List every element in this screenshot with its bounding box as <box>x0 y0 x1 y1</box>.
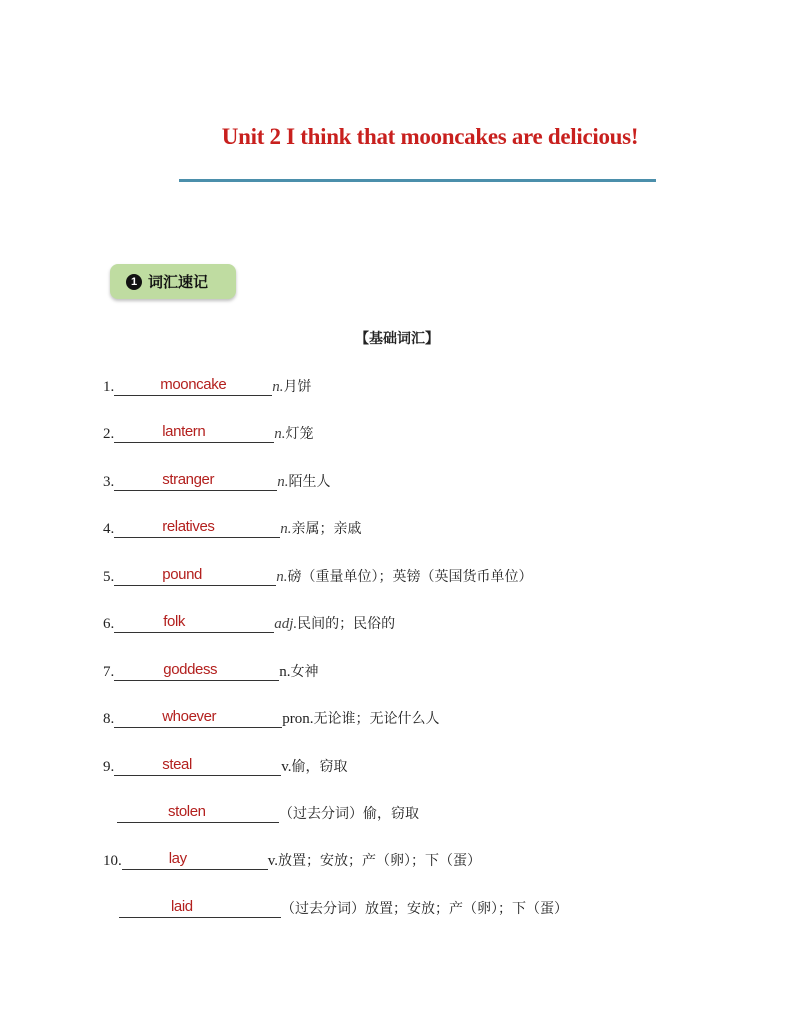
answer-blank[interactable] <box>114 755 281 776</box>
part-of-speech: adj. <box>274 616 298 632</box>
part-of-speech: pron. <box>282 711 314 727</box>
meaning: 无论谁；无论什么人 <box>313 711 440 727</box>
meaning: 亲属；亲戚 <box>291 521 362 537</box>
vocab-entry <box>117 801 419 823</box>
part-of-speech: n. <box>272 379 284 395</box>
answer-blank[interactable] <box>122 849 268 870</box>
entry-number: 4. <box>103 521 115 537</box>
answer-blank[interactable] <box>114 612 274 633</box>
answer-text: goddess <box>163 661 218 678</box>
vocab-entry <box>103 848 481 870</box>
entry-number: 6. <box>103 616 115 632</box>
vocab-entry <box>103 516 362 538</box>
meaning: 灯笼 <box>285 426 314 442</box>
entry-number: 9. <box>103 759 115 775</box>
vocab-entry <box>103 706 440 728</box>
vocab-entry <box>119 896 568 918</box>
section-label: 词汇速记 <box>148 273 209 291</box>
meaning: 月饼 <box>283 379 312 395</box>
part-of-speech: v. <box>267 853 279 869</box>
answer-blank[interactable] <box>114 707 282 728</box>
answer-text: steal <box>162 756 192 773</box>
answer-text: stolen <box>168 803 206 820</box>
answer-text: whoever <box>162 708 217 725</box>
vocab-entry <box>103 659 319 681</box>
part-of-speech: v. <box>281 759 292 775</box>
answer-blank[interactable] <box>114 470 277 491</box>
subheading: 【基础词汇】 <box>355 331 439 347</box>
entry-number: 7. <box>103 664 115 680</box>
part-of-speech: n. <box>277 474 289 490</box>
meaning: （过去分词）偷，窃取 <box>279 806 419 822</box>
answer-blank[interactable] <box>114 660 279 681</box>
answer-blank[interactable] <box>119 897 281 918</box>
entry-number: 10. <box>103 853 122 869</box>
meaning: 陌生人 <box>288 474 331 490</box>
entry-number: 2. <box>103 426 115 442</box>
meaning: 民间的；民俗的 <box>297 616 396 632</box>
answer-text: stranger <box>162 471 215 488</box>
vocab-entry <box>103 374 312 396</box>
entry-number: 5. <box>103 569 115 585</box>
answer-text: mooncake <box>160 376 227 393</box>
vocab-entry <box>103 754 348 776</box>
entry-number: 1. <box>103 379 115 395</box>
answer-blank[interactable] <box>117 802 279 823</box>
answer-blank[interactable] <box>114 565 276 586</box>
vocab-entry <box>103 564 533 586</box>
title-underline <box>179 179 656 182</box>
meaning: 女神 <box>290 664 319 680</box>
entry-number: 3. <box>103 474 115 490</box>
answer-text: folk <box>163 613 185 630</box>
section-number-icon: 1 <box>126 274 142 290</box>
answer-text: lay <box>168 850 187 867</box>
part-of-speech: n. <box>280 521 292 537</box>
answer-text: laid <box>171 898 193 915</box>
meaning: 放置；安放；产（卵）；下（蛋） <box>278 853 482 869</box>
vocab-entry <box>103 611 395 633</box>
answer-text: relatives <box>162 518 215 535</box>
entry-number: 8. <box>103 711 115 727</box>
page-title: Unit 2 I think that mooncakes are delicious! <box>221 124 639 149</box>
answer-text: lantern <box>162 423 206 440</box>
part-of-speech: n. <box>276 569 288 585</box>
answer-blank[interactable] <box>114 422 274 443</box>
meaning: 磅（重量单位）；英镑（英国货币单位） <box>287 569 533 585</box>
section-badge <box>110 264 236 299</box>
answer-blank[interactable] <box>114 517 280 538</box>
part-of-speech: n. <box>279 664 291 680</box>
meaning: 偷，窃取 <box>291 759 348 775</box>
meaning: （过去分词）放置；安放；产（卵）；下（蛋） <box>281 901 568 917</box>
answer-text: pound <box>162 566 202 583</box>
vocab-entry <box>103 469 331 491</box>
part-of-speech: n. <box>274 426 286 442</box>
vocab-entry <box>103 421 314 443</box>
answer-blank[interactable] <box>114 375 272 396</box>
